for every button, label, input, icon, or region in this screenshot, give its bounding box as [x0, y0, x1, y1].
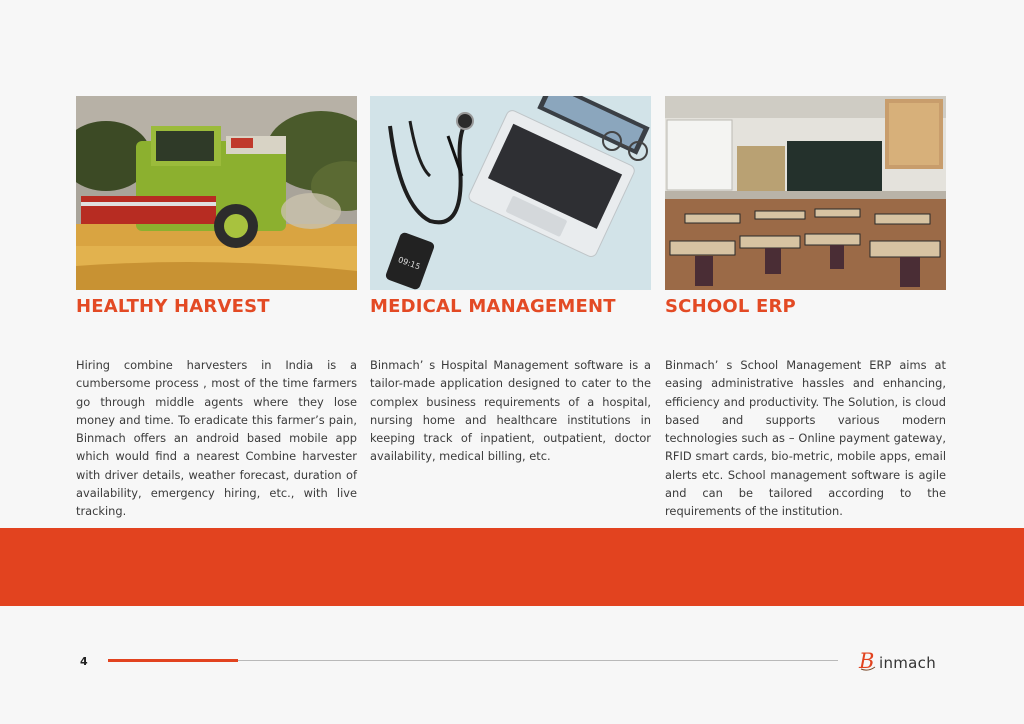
card-title: SCHOOL ERP	[665, 296, 796, 317]
brand-name: inmach	[879, 654, 937, 672]
binmach-logo	[858, 648, 936, 672]
card-title: HEALTHY HARVEST	[76, 296, 270, 317]
footer-divider	[238, 660, 838, 661]
card-title: MEDICAL MANAGEMENT	[370, 296, 616, 317]
page-number: 4	[80, 655, 88, 668]
binmach-b-mark-icon	[858, 648, 878, 672]
accent-band	[0, 528, 1024, 606]
svg-text:B: B	[859, 649, 875, 672]
classroom-photo	[665, 96, 946, 290]
footer-accent-line	[108, 659, 238, 662]
card-body: Binmach’ s Hospital Management software is a tailor-made application designed to cater to the complex business requirements of a hospital, nursing home and healthcare institutions in keeping track of inpatient, outpatient, doctor availability, medical billing, etc.	[370, 358, 651, 464]
healthy-harvest-card	[76, 96, 357, 521]
combine-harvester-photo	[76, 96, 357, 290]
stethoscope-laptop-photo	[370, 96, 651, 290]
medical-management-card	[370, 96, 651, 466]
school-erp-card	[665, 96, 946, 521]
card-body: Hiring combine harvesters in India is a cumbersome process , most of the time farmers go through middle agents where they lose money and time. To eradicate this farmer’s pain, Binmach offers an android based mobile app which would find a nearest Combine harvester with driver details, weather forecast, duration of availability, emergency hiring, etc., with live tracking.	[76, 358, 357, 519]
card-body: Binmach’ s School Management ERP aims at easing administrative hassles and enhancing, efficiency and productivity. The Solution, is cloud based and supports various modern technologies such as – Online payment gateway, RFID smart cards, bio-metric, mobile apps, email alerts etc. School management software is agile and can be tailored according to the requirements of the institution.	[665, 358, 946, 519]
svg-text:09:15: 09:15	[396, 255, 422, 272]
